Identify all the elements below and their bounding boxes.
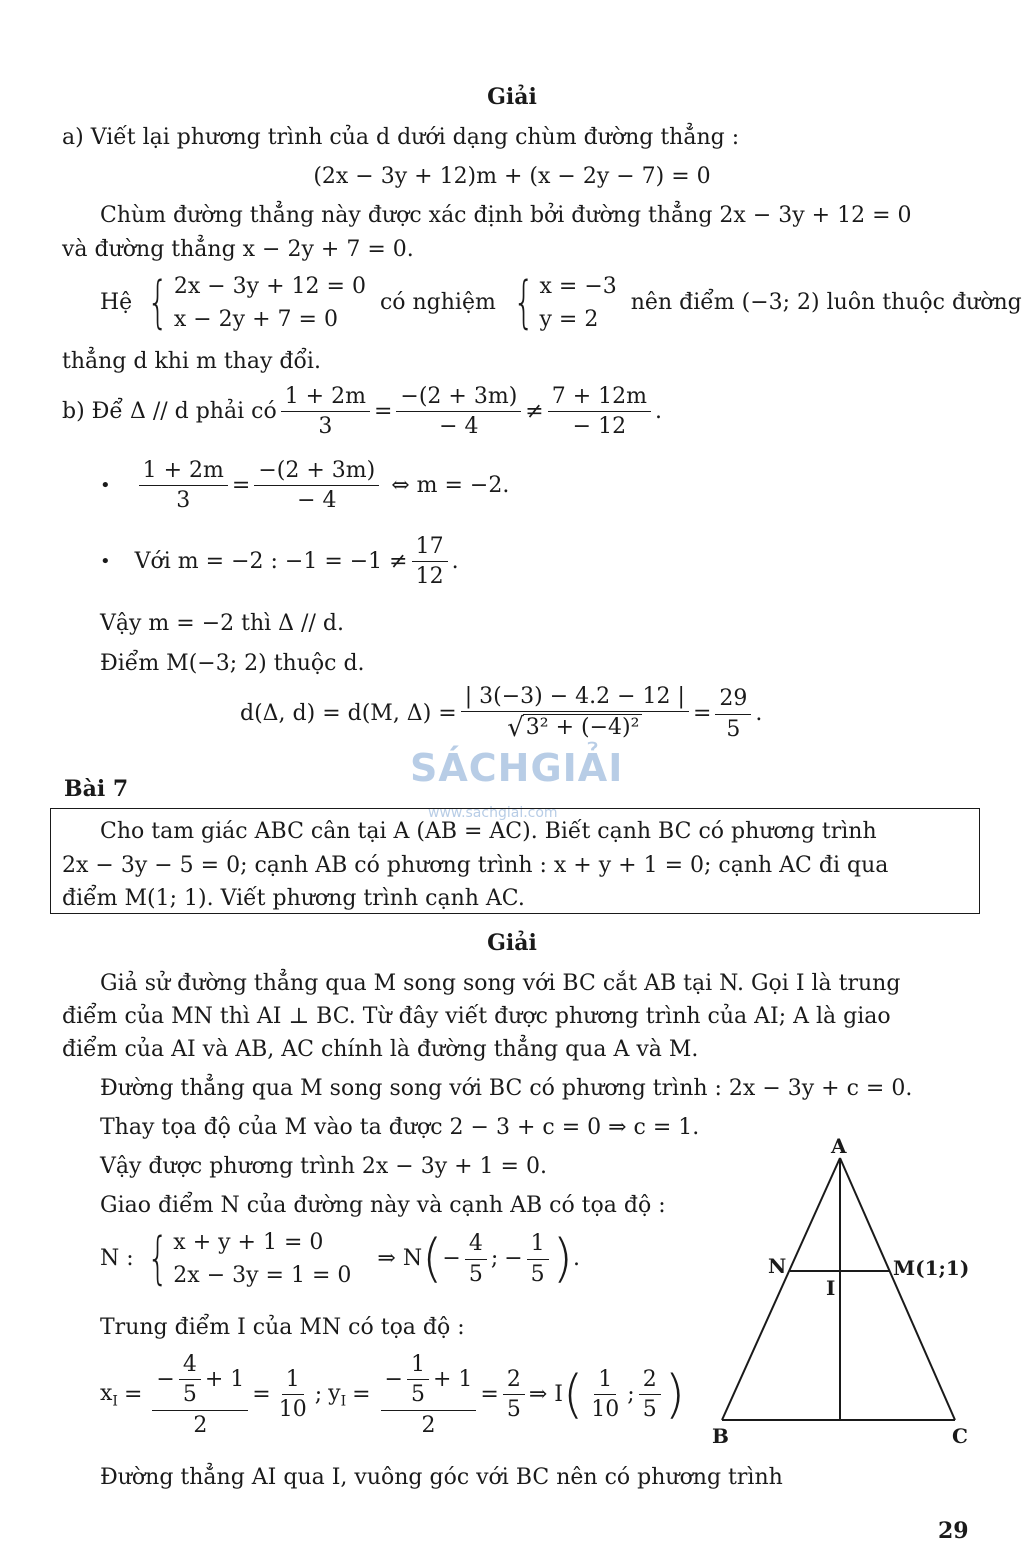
period: . xyxy=(755,701,763,727)
part-b-condition xyxy=(62,384,662,440)
system-row: y = 2 xyxy=(539,307,599,332)
triangle-diagram xyxy=(700,1130,1000,1450)
equals-sign: = xyxy=(692,701,712,727)
paragraph-line: Đường thẳng qua M song song với BC có phương trình : 2x − 3y + c = 0. xyxy=(100,1076,913,1101)
paragraph-line: Giao điểm N của đường này và cạnh AB có tọa độ : xyxy=(100,1193,666,1218)
distance-fraction: | 3(−3) − 4.2 − 12 | √ 3² + (−4)² xyxy=(461,684,689,744)
minus-sign: − xyxy=(442,1246,461,1272)
period: . xyxy=(655,399,662,425)
point-line: Điểm M(−3; 2) thuộc d. xyxy=(100,651,365,676)
system-2: { x = −3 y = 2 xyxy=(512,270,617,335)
pencil-equation: (2x − 3y + 12)m + (x − 2y − 7) = 0 xyxy=(313,164,711,189)
paragraph-line: thẳng d khi m thay đổi. xyxy=(62,349,321,374)
after-system-text: nên điểm (−3; 2) luôn thuộc đường xyxy=(630,290,1022,316)
fraction: $\frac{1}{5}$ xyxy=(527,1231,549,1287)
compound-fraction: − $\frac{1}{5}$ + 1 2 xyxy=(381,1352,477,1438)
fraction: $\frac{2}{5}$ xyxy=(503,1367,525,1423)
bullet-text: Với m = −2 : −1 = −1 ≠ xyxy=(134,549,408,575)
system-row: x = −3 xyxy=(539,274,617,299)
fraction: $\frac{4}{5}$ xyxy=(465,1231,487,1287)
system-3: { x + y + 1 = 0 2x − 3y = 1 = 0 xyxy=(146,1226,352,1291)
bullet-icon: • xyxy=(100,474,111,496)
paragraph-line: điểm của AI và AB, AC chính là đường thẳng qua A và M. xyxy=(62,1037,699,1062)
compound-fraction: − $\frac{4}{5}$ + 1 2 xyxy=(152,1352,248,1438)
he-label: Hệ xyxy=(100,290,133,316)
fraction: $\frac{-(2 + 3m)}{- 4}$ xyxy=(396,384,521,440)
bullet-line-2 xyxy=(100,534,459,590)
paragraph-line: Vậy được phương trình 2x − 3y + 1 = 0. xyxy=(100,1154,547,1179)
point-i-label: I xyxy=(826,1276,836,1300)
paragraph-line: Đường thẳng AI qua I, vuông góc với BC nên có phương trình xyxy=(100,1465,783,1490)
period: . xyxy=(572,1246,580,1272)
equals-sign: = xyxy=(123,1382,143,1408)
system-row: 2x − 3y = 1 = 0 xyxy=(173,1263,352,1288)
not-equal-sign: ≠ xyxy=(525,399,544,425)
bullet-result: ⇔ m = −2. xyxy=(391,473,510,499)
system-row: x + y + 1 = 0 xyxy=(173,1230,324,1255)
distance-lhs: d(Δ, d) = d(M, Δ) = xyxy=(240,701,457,727)
system-1: { 2x − 3y + 12 = 0 x − 2y + 7 = 0 xyxy=(147,270,366,335)
equals-sign: = xyxy=(480,1382,499,1408)
fraction: $\frac{1}{10}$ xyxy=(278,1367,307,1423)
fraction: $\frac{17}{12}$ xyxy=(412,534,448,590)
solution-heading-2: Giải xyxy=(487,930,537,956)
fraction: $\frac{1 + 2m}{3}$ xyxy=(139,458,228,514)
paragraph-line: Chùm đường thẳng này được xác định bởi đường thẳng 2x − 3y + 12 = 0 xyxy=(100,203,912,228)
intersection-n: N : { x + y + 1 = 0 2x − 3y = 1 = 0 ⇒ N ( − $\frac{4}{5}$ ; − $\frac{1}{5}$ ) . xyxy=(100,1226,580,1291)
co-nghiem-label: có nghiệm xyxy=(379,290,496,316)
problem-line: 2x − 3y − 5 = 0; cạnh AB có phương trình : x + y + 1 = 0; cạnh AC đi qua xyxy=(62,853,889,878)
bullet-icon: • xyxy=(100,550,111,572)
fraction: $\frac{29}{5}$ xyxy=(715,686,751,742)
fraction: $\frac{7 + 12m}{- 12}$ xyxy=(548,384,651,440)
problem-line: Cho tam giác ABC cân tại A (AB = AC). Biết cạnh BC có phương trình xyxy=(100,819,877,844)
point-m-label: M(1;1) xyxy=(893,1256,970,1280)
equals-sign: = xyxy=(373,399,393,425)
equals-sign: = xyxy=(252,1382,271,1408)
xi-label: $x_I$ xyxy=(100,1380,118,1409)
vertex-b-label: B xyxy=(712,1424,729,1448)
paragraph-line: Trung điểm I của MN có tọa độ : xyxy=(100,1315,465,1340)
watermark-logo: SÁCHGIẢI xyxy=(410,746,624,790)
fraction: $\frac{1}{10}$ xyxy=(591,1367,620,1423)
watermark-url: www.sachgiai.com xyxy=(428,805,558,821)
paragraph-line: điểm của MN thì AI ⊥ BC. Từ đây viết được phương trình của AI; A là giao xyxy=(62,1004,891,1029)
n-label: N : xyxy=(100,1246,134,1272)
conclusion-line: Vậy m = −2 thì Δ // d. xyxy=(100,611,344,636)
semicolon: ; xyxy=(490,1246,499,1272)
page-number: 29 xyxy=(938,1518,969,1544)
equals-sign: = xyxy=(352,1382,371,1408)
side-ac xyxy=(840,1158,955,1420)
exercise-title: Bài 7 xyxy=(64,776,129,802)
equals-sign: = xyxy=(231,473,251,499)
part-b-label: b) Để Δ // d phải có xyxy=(62,399,277,425)
fraction: $\frac{1 + 2m}{3}$ xyxy=(281,384,370,440)
system-row: x − 2y + 7 = 0 xyxy=(173,307,338,332)
midpoint-formula: $x_I$ = − $\frac{4}{5}$ + 1 2 = $\frac{1}{10}$ ; $y_I$ = − $\frac{1}{5}$ + 1 2 = $\frac{2}{5}$ ⇒ I ( $\frac{1}{10}$ ; $\frac{2}{5}$ ) xyxy=(100,1352,685,1438)
part-a-intro: a) Viết lại phương trình của d dưới dạng chùm đường thẳng : xyxy=(62,125,740,150)
paragraph-line: Thay tọa độ của M vào ta được 2 − 3 + c = 0 ⇒ c = 1. xyxy=(100,1115,700,1140)
implies-n: ⇒ N xyxy=(377,1246,423,1272)
period: . xyxy=(451,549,459,575)
semicolon: ; xyxy=(314,1382,323,1408)
vertex-c-label: C xyxy=(952,1424,968,1448)
fraction: $\frac{2}{5}$ xyxy=(639,1367,661,1423)
semicolon: ; xyxy=(627,1382,635,1408)
vertex-a-label: A xyxy=(831,1134,847,1158)
bullet-line-1 xyxy=(100,458,509,514)
system-row: 2x − 3y + 12 = 0 xyxy=(173,274,366,299)
implies-i: ⇒ I xyxy=(528,1382,563,1408)
distance-formula xyxy=(240,684,762,744)
fraction: $\frac{-(2 + 3m)}{- 4}$ xyxy=(254,458,379,514)
point-n-label: N xyxy=(768,1254,787,1278)
yi-label: $y_I$ xyxy=(328,1380,347,1409)
paragraph-line: và đường thẳng x − 2y + 7 = 0. xyxy=(62,237,414,262)
solution-heading-1: Giải xyxy=(487,84,537,110)
problem-line: điểm M(1; 1). Viết phương trình cạnh AC. xyxy=(62,886,525,911)
system-line xyxy=(100,270,1022,336)
side-ab xyxy=(722,1158,840,1420)
paragraph-line: Giả sử đường thẳng qua M song song với BC cắt AB tại N. Gọi I là trung xyxy=(100,971,901,996)
minus-sign: − xyxy=(504,1246,523,1272)
